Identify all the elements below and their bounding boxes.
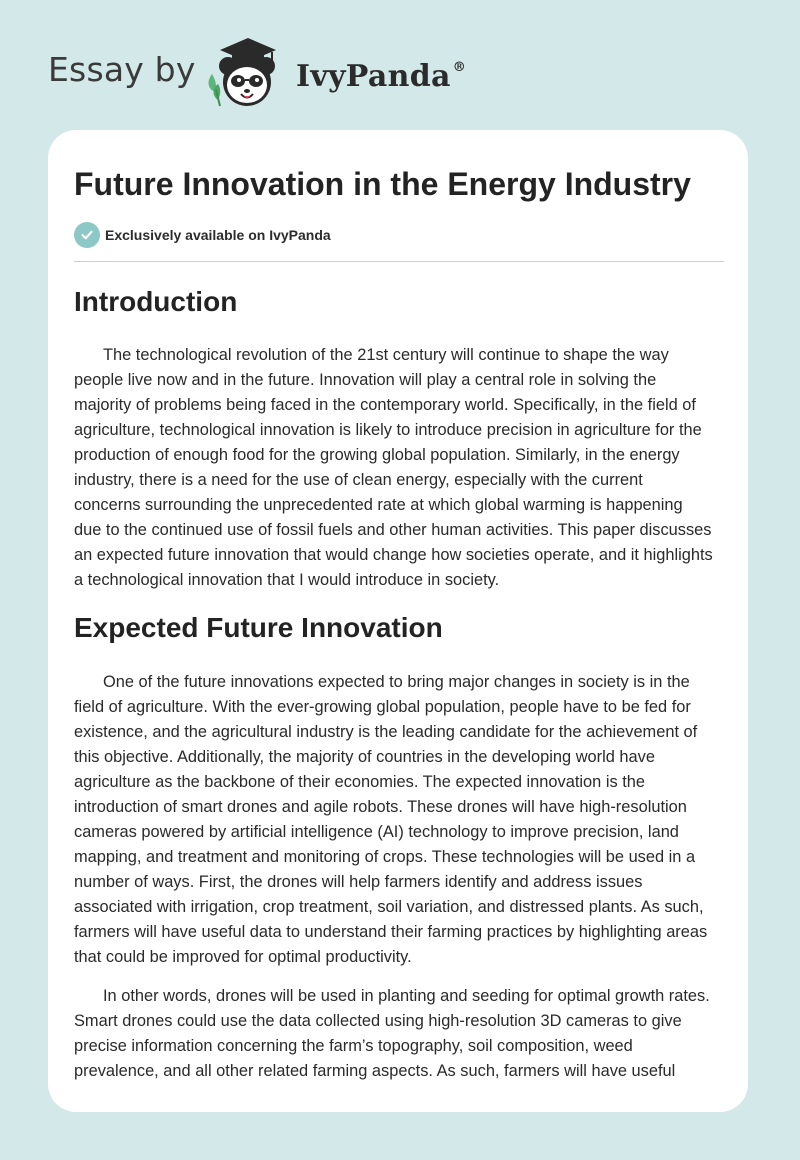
paragraph-line: mapping, and treatment and monitoring of crops. These technologies will be used in a [74,848,696,866]
essay-by-label: Essay by [48,50,196,89]
paragraph-line: concerns surrounding the unprecedented rate at which global warming is happening [74,496,683,514]
registered-mark: ® [452,60,467,75]
section-heading: Expected Future Innovation [74,612,443,643]
paragraph-line: an expected future innovation that would change how societies operate, and it highlights [74,546,713,564]
title-divider [74,261,724,262]
section-heading: Introduction [74,286,238,317]
paragraph-line: agriculture, technological innovation is likely to introduce precision in agriculture for the [74,421,702,439]
paragraph-line: due to the continued use of fossil fuels and other human activities. This paper discusses [74,521,712,539]
paragraph-line: The technological revolution of the 21st century will continue to shape the way [103,346,669,364]
paragraph-line: agriculture as the backbone of their economies. The expected innovation is the [74,773,645,791]
paragraph-line: associated with irrigation, crop treatment, soil variation, and distressed plants. As such, [74,898,704,916]
brand-label: IvyPanda [296,59,451,94]
paragraph-line: a technological innovation that I would introduce in society. [74,571,500,589]
paragraph-line: that could be improved for optimal productivity. [74,948,412,966]
essay-card [48,130,748,1112]
paragraph-line: production of enough food for the growing global population. Similarly, in the energy [74,446,680,464]
paragraph-line: this objective. Additionally, the majority of countries in the developing world have [74,748,655,766]
paragraph [74,670,724,970]
paragraph-line: majority of problems being faced in the contemporary world. Specifically, in the field of [74,396,696,414]
paragraph-line: existence, and the agricultural industry is the leading candidate for the achievement of [74,723,698,741]
essay-title: Future Innovation in the Energy Industry [74,166,691,202]
paragraph-line: precise information concerning the farm’s topography, soil composition, weed [74,1037,633,1055]
paragraph-line: cameras powered by artificial intelligence (AI) technology to improve precision, land [74,823,679,841]
exclusive-badge-label: Exclusively available on IvyPanda [105,227,331,243]
paragraph-line: In other words, drones will be used in planting and seeding for optimal growth rates. [103,987,710,1005]
paragraph-line: Smart drones could use the data collected using high-resolution 3D cameras to give [74,1012,682,1030]
paragraph-line: farmers will have useful data to understand their farming practices by highlighting areas [74,923,708,941]
site-header [0,0,800,130]
paragraph-line: field of agriculture. With the ever-growing global population, people have to be fed for [74,698,691,716]
panda-graduate-logo-icon[interactable] [200,30,296,110]
paragraph-line: industry, there is a need for the use of clean energy, especially with the current [74,471,643,489]
paragraph [74,984,724,1084]
paragraph-line: prevalence, and all other related farming aspects. As such, farmers will have useful [74,1062,676,1080]
paragraph-line: One of the future innovations expected to bring major changes in society is in the [103,673,690,691]
paragraph-line: people live now and in the future. Innovation will play a central role in solving the [74,371,657,389]
paragraph-line: introduction of smart drones and agile robots. These drones will have high-resolution [74,798,687,816]
brand-name[interactable] [296,52,466,97]
check-circle-icon [74,222,100,248]
paragraph [74,343,724,593]
exclusive-badge [74,222,331,248]
paragraph-line: number of ways. First, the drones will help farmers identify and address issues [74,873,643,891]
